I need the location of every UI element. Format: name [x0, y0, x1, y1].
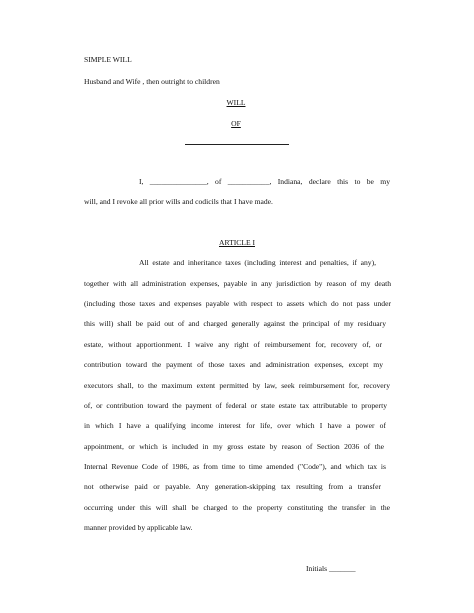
declaration-line-1: I, _______________, of ___________, Indiana, declare this to be my: [139, 177, 390, 186]
header-subtitle: Husband and Wife , then outright to children: [84, 77, 220, 86]
article-line: All estate and inheritance taxes (including interest and penalties, if any),: [139, 258, 376, 267]
article-line: contribution toward the payment of those taxes and administration expenses, except my: [84, 360, 383, 369]
declaration-line-2: will, and I revoke all prior wills and codicils that I have made.: [84, 197, 273, 206]
article-line: Internal Revenue Code of 1986, as from time to time amended ("Code"), and which tax is: [84, 462, 386, 471]
article-line: in which I have a qualifying income interest for life, over which I have a power of: [84, 421, 386, 430]
title-of: OF: [231, 119, 241, 128]
initials-field: Initials _______: [306, 564, 356, 573]
title-will: WILL: [226, 98, 246, 107]
article-line: appointment, or which is included in my gross estate by reason of Section 2036 of the: [84, 442, 384, 451]
header-title: SIMPLE WILL: [84, 55, 132, 64]
article-line: executors shall, to the maximum extent permitted by law, seek reimbursement for, recovery: [84, 381, 390, 390]
article-line: of, or contribution toward the payment of federal or state estate tax attributable to property: [84, 401, 387, 410]
article-line: together with all administration expenses, payable in any jurisdiction by reason of my death: [84, 279, 391, 288]
article-line: manner provided by applicable law.: [84, 523, 193, 532]
article-line: (including those taxes and expenses payable with respect to assets which do not pass under: [84, 299, 391, 308]
article-line: estate, without apportionment. I waive any right of reimbursement for, recovery of, or: [84, 340, 382, 349]
article-line: not otherwise paid or payable. Any generation-skipping tax resulting from a transfer: [84, 482, 381, 491]
name-blank-line: [185, 144, 289, 145]
article-line: occurring under this will shall be charged to the property constituting the transfer in the: [84, 503, 390, 512]
article-heading: ARTICLE I: [218, 238, 256, 247]
article-line: this will) shall be paid out of and charged generally against the principal of my residuary: [84, 319, 386, 328]
